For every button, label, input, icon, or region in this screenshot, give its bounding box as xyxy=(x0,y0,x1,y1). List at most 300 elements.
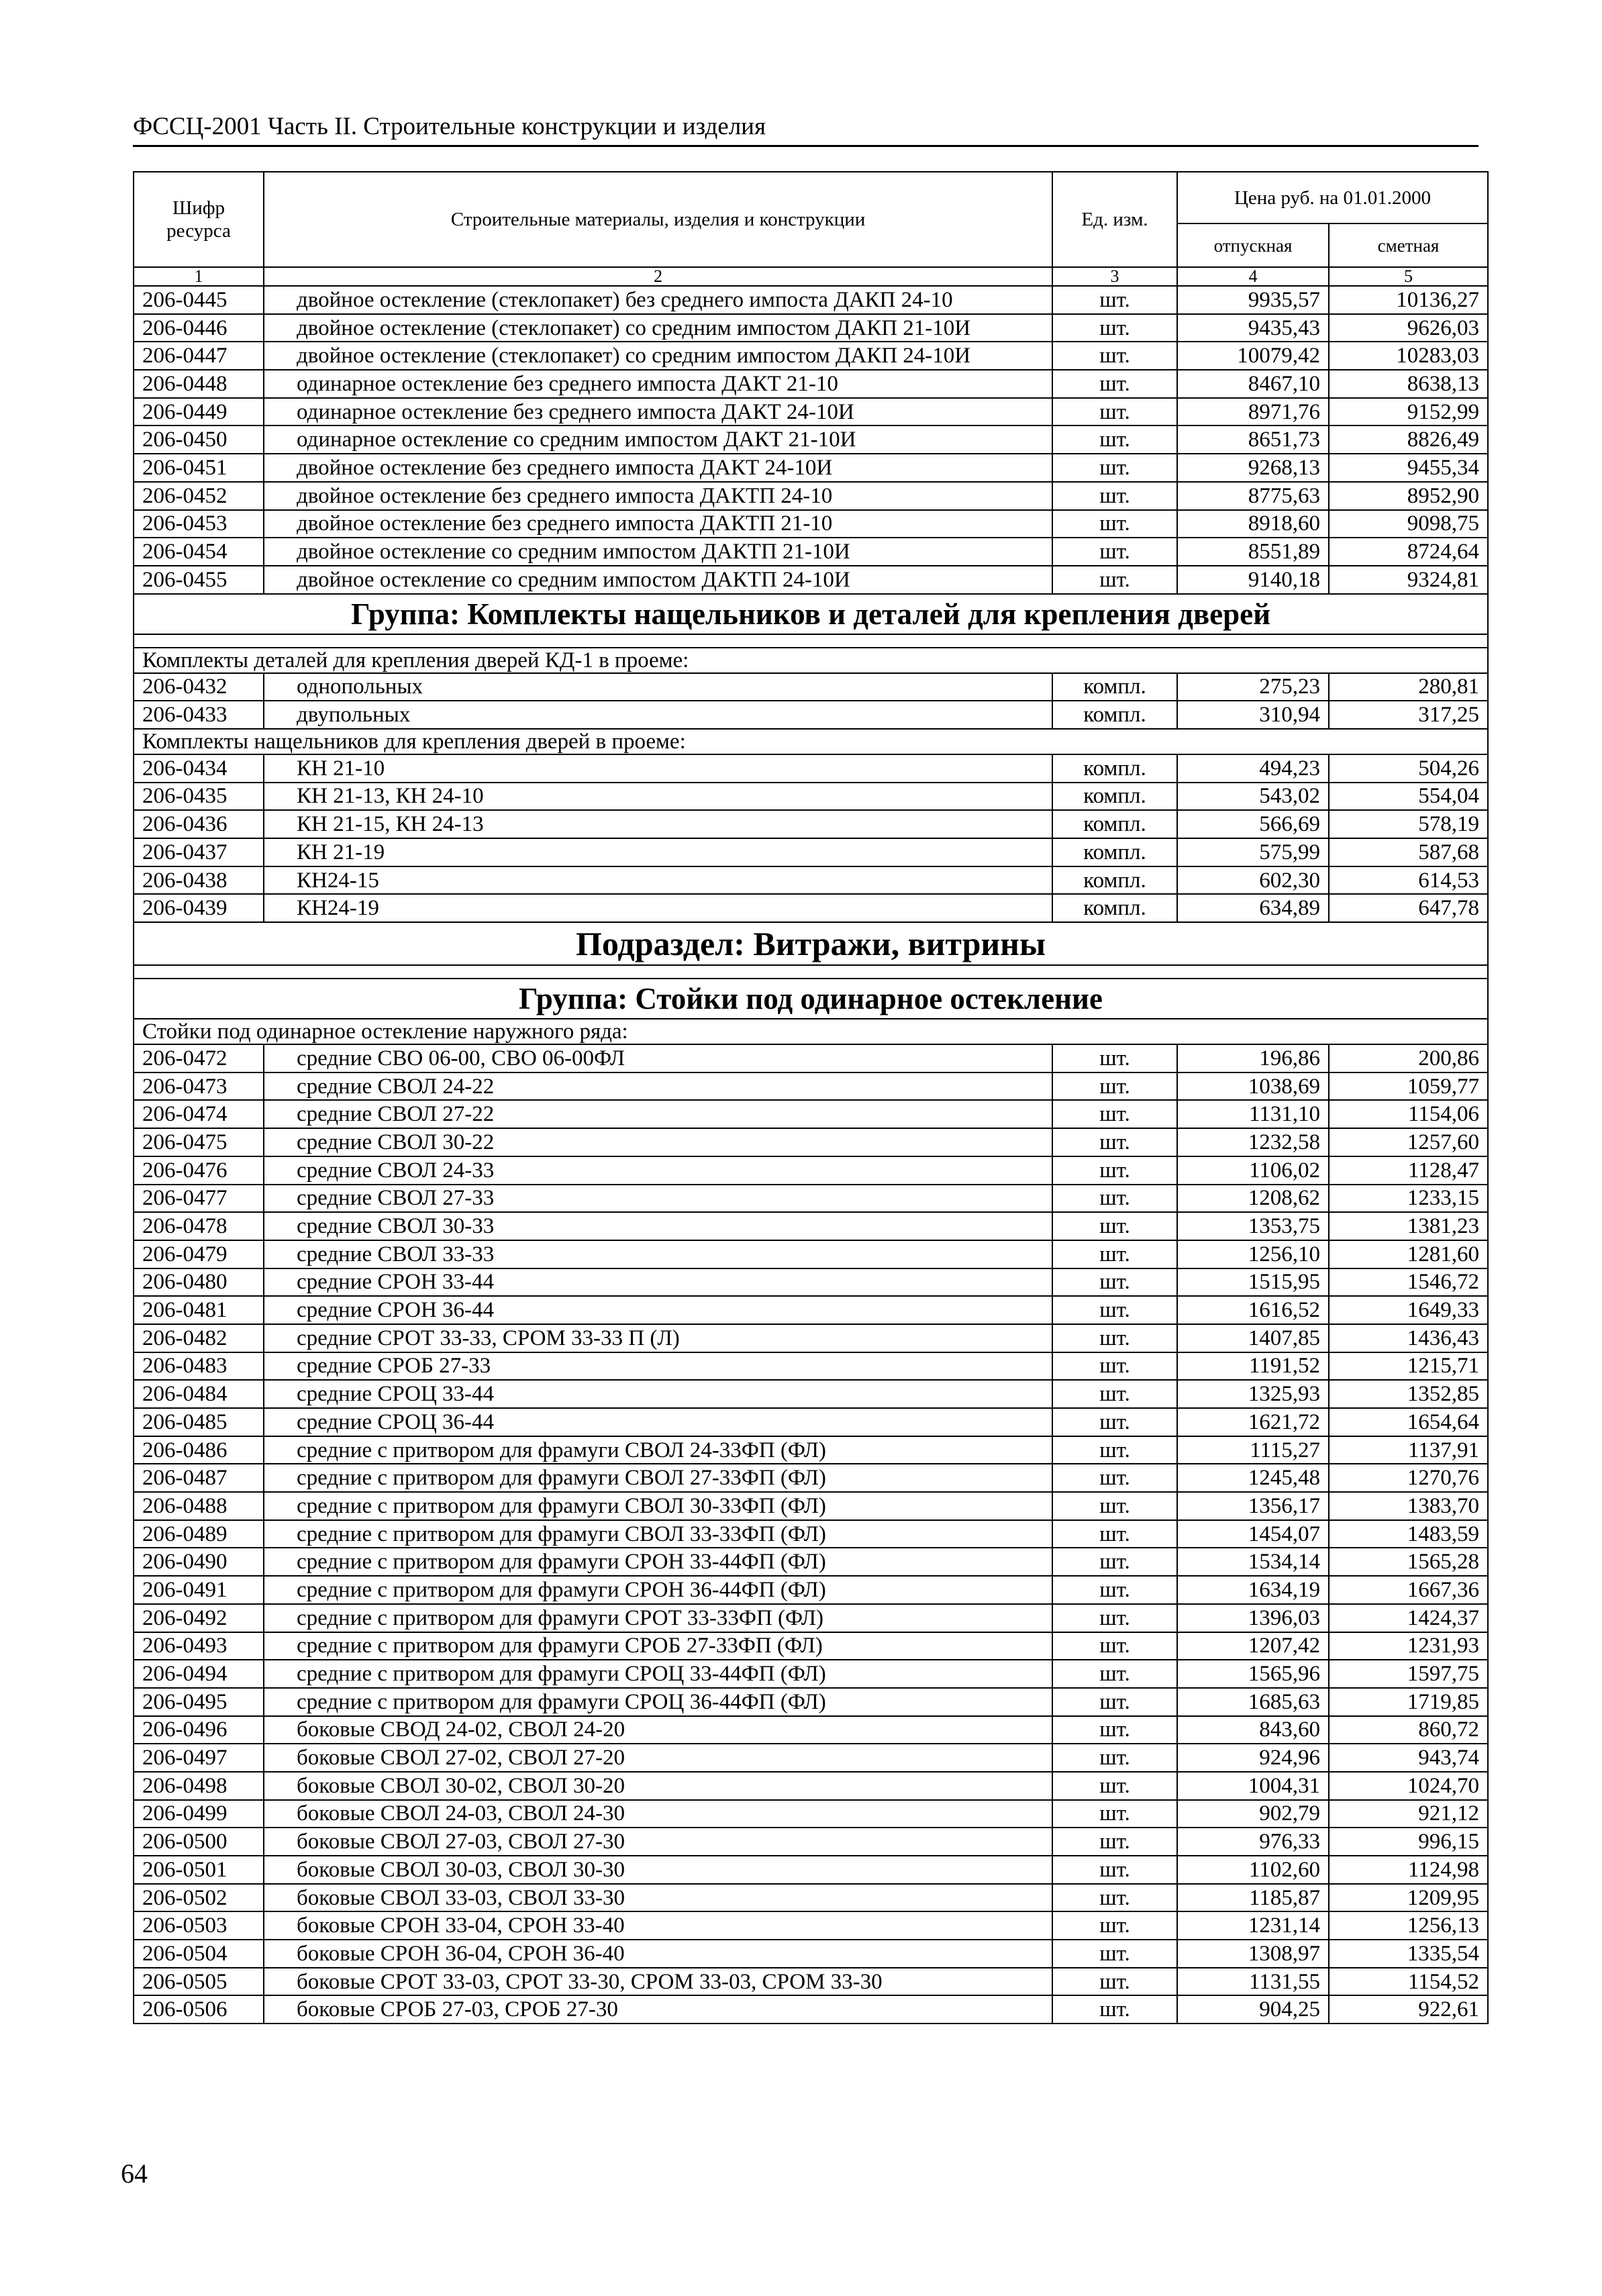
release-price: 1616,52 xyxy=(1177,1296,1329,1324)
release-price: 1325,93 xyxy=(1177,1380,1329,1408)
column-number-row xyxy=(134,267,1488,286)
release-price: 1353,75 xyxy=(1177,1212,1329,1240)
unit: шт. xyxy=(1052,1268,1177,1297)
caption-row xyxy=(134,1019,1488,1044)
unit: шт. xyxy=(1052,1156,1177,1185)
unit: компл. xyxy=(1052,783,1177,811)
release-price: 1102,60 xyxy=(1177,1856,1329,1884)
table-row xyxy=(134,1268,1488,1297)
unit: шт. xyxy=(1052,482,1177,510)
material-name: средние СВОЛ 27-22 xyxy=(264,1100,1052,1128)
group-heading-row xyxy=(134,594,1488,634)
unit: шт. xyxy=(1052,1968,1177,1996)
release-price: 1356,17 xyxy=(1177,1492,1329,1520)
material-name: КН24-19 xyxy=(264,894,1052,922)
subsection-heading-row xyxy=(134,922,1488,965)
unit: шт. xyxy=(1052,1548,1177,1576)
unit: шт. xyxy=(1052,1240,1177,1268)
material-name: двупольных xyxy=(264,701,1052,729)
resource-code: 206-0505 xyxy=(134,1968,264,1996)
release-price: 1231,14 xyxy=(1177,1911,1329,1940)
release-price: 8651,73 xyxy=(1177,426,1329,454)
release-price: 904,25 xyxy=(1177,1995,1329,2024)
unit: шт. xyxy=(1052,1520,1177,1548)
resource-code: 206-0434 xyxy=(134,754,264,783)
resource-code: 206-0448 xyxy=(134,370,264,398)
unit: компл. xyxy=(1052,866,1177,895)
estimate-price: 9626,03 xyxy=(1329,314,1488,342)
estimate-price: 1667,36 xyxy=(1329,1576,1488,1604)
table-row xyxy=(134,1716,1488,1744)
estimate-price: 1281,60 xyxy=(1329,1240,1488,1268)
estimate-price: 1059,77 xyxy=(1329,1072,1488,1101)
release-price: 1106,02 xyxy=(1177,1156,1329,1185)
table-row xyxy=(134,1884,1488,1912)
unit: шт. xyxy=(1052,1380,1177,1408)
resource-code: 206-0502 xyxy=(134,1884,264,1912)
table-row xyxy=(134,1128,1488,1156)
material-name: одинарное остекление без среднего импоста ДАКТ 24-10И xyxy=(264,398,1052,426)
release-price: 1308,97 xyxy=(1177,1940,1329,1968)
estimate-price: 8826,49 xyxy=(1329,426,1488,454)
release-price: 1207,42 xyxy=(1177,1632,1329,1660)
page-number: 64 xyxy=(121,2158,148,2189)
material-name: двойное остекление со средним импостом ДАКТП 24-10И xyxy=(264,566,1052,594)
release-price: 566,69 xyxy=(1177,810,1329,838)
unit: шт. xyxy=(1052,1436,1177,1464)
unit: шт. xyxy=(1052,1744,1177,1772)
material-name: двойное остекление (стеклопакет) со средним импостом ДАКП 21-10И xyxy=(264,314,1052,342)
release-price: 196,86 xyxy=(1177,1044,1329,1072)
table-row xyxy=(134,1408,1488,1436)
resource-code: 206-0481 xyxy=(134,1296,264,1324)
release-price: 1515,95 xyxy=(1177,1268,1329,1297)
estimate-price: 1381,23 xyxy=(1329,1212,1488,1240)
estimate-price: 9324,81 xyxy=(1329,566,1488,594)
unit: шт. xyxy=(1052,426,1177,454)
release-price: 575,99 xyxy=(1177,838,1329,866)
table-row xyxy=(134,1688,1488,1716)
table-row xyxy=(134,1100,1488,1128)
header-release-price: отпускная xyxy=(1177,223,1329,267)
estimate-price: 996,15 xyxy=(1329,1828,1488,1856)
estimate-price: 10136,27 xyxy=(1329,286,1488,314)
unit: компл. xyxy=(1052,894,1177,922)
spacer-cell xyxy=(134,634,1488,648)
release-price: 1004,31 xyxy=(1177,1772,1329,1800)
resource-code: 206-0498 xyxy=(134,1772,264,1800)
material-name: средние СВОЛ 24-22 xyxy=(264,1072,1052,1101)
unit: шт. xyxy=(1052,1072,1177,1101)
estimate-price: 1649,33 xyxy=(1329,1296,1488,1324)
resource-code: 206-0439 xyxy=(134,894,264,922)
estimate-price: 8952,90 xyxy=(1329,482,1488,510)
table-row xyxy=(134,1800,1488,1828)
header-name: Строительные материалы, изделия и конструкции xyxy=(264,172,1052,267)
material-name: боковые СРОТ 33-03, СРОТ 33-30, СРОМ 33-03, СРОМ 33-30 xyxy=(264,1968,1052,1996)
release-price: 8467,10 xyxy=(1177,370,1329,398)
estimate-price: 943,74 xyxy=(1329,1744,1488,1772)
release-price: 1396,03 xyxy=(1177,1604,1329,1632)
estimate-price: 1597,75 xyxy=(1329,1660,1488,1688)
price-table xyxy=(133,171,1489,2024)
spacer-cell xyxy=(134,965,1488,979)
table-row xyxy=(134,1632,1488,1660)
unit: шт. xyxy=(1052,1688,1177,1716)
resource-code: 206-0450 xyxy=(134,426,264,454)
release-price: 1131,10 xyxy=(1177,1100,1329,1128)
unit: шт. xyxy=(1052,510,1177,538)
release-price: 602,30 xyxy=(1177,866,1329,895)
material-name: средние СРОН 36-44 xyxy=(264,1296,1052,1324)
unit: компл. xyxy=(1052,810,1177,838)
unit: шт. xyxy=(1052,1100,1177,1128)
resource-code: 206-0503 xyxy=(134,1911,264,1940)
release-price: 1245,48 xyxy=(1177,1464,1329,1492)
estimate-price: 1565,28 xyxy=(1329,1548,1488,1576)
release-price: 543,02 xyxy=(1177,783,1329,811)
resource-code: 206-0433 xyxy=(134,701,264,729)
release-price: 8971,76 xyxy=(1177,398,1329,426)
estimate-price: 10283,03 xyxy=(1329,342,1488,370)
material-name: средние СВО 06-00, СВО 06-00ФЛ xyxy=(264,1044,1052,1072)
resource-code: 206-0451 xyxy=(134,454,264,482)
estimate-price: 317,25 xyxy=(1329,701,1488,729)
table-row xyxy=(134,754,1488,783)
spacer-row xyxy=(134,634,1488,648)
resource-code: 206-0497 xyxy=(134,1744,264,1772)
table-row xyxy=(134,286,1488,314)
estimate-price: 9152,99 xyxy=(1329,398,1488,426)
caption-text: Комплекты деталей для крепления дверей КД-1 в проеме: xyxy=(134,648,1488,673)
release-price: 8918,60 xyxy=(1177,510,1329,538)
table-row xyxy=(134,1968,1488,1996)
material-name: двойное остекление (стеклопакет) со средним импостом ДАКП 24-10И xyxy=(264,342,1052,370)
estimate-price: 1383,70 xyxy=(1329,1492,1488,1520)
unit: шт. xyxy=(1052,1856,1177,1884)
table-row xyxy=(134,1492,1488,1520)
release-price: 8775,63 xyxy=(1177,482,1329,510)
table-row xyxy=(134,538,1488,566)
unit: шт. xyxy=(1052,1464,1177,1492)
resource-code: 206-0501 xyxy=(134,1856,264,1884)
resource-code: 206-0438 xyxy=(134,866,264,895)
unit: шт. xyxy=(1052,1940,1177,1968)
unit: шт. xyxy=(1052,1632,1177,1660)
resource-code: 206-0496 xyxy=(134,1716,264,1744)
unit: шт. xyxy=(1052,1884,1177,1912)
unit: шт. xyxy=(1052,1296,1177,1324)
unit: шт. xyxy=(1052,1408,1177,1436)
material-name: средние СРОН 33-44 xyxy=(264,1268,1052,1297)
resource-code: 206-0479 xyxy=(134,1240,264,1268)
page-header: ФССЦ-2001 Часть II. Строительные конструкции и изделия xyxy=(133,113,1479,147)
resource-code: 206-0454 xyxy=(134,538,264,566)
table-row xyxy=(134,426,1488,454)
material-name: КН24-15 xyxy=(264,866,1052,895)
unit: шт. xyxy=(1052,1324,1177,1352)
material-name: средние с притвором для фрамуги СРОТ 33-33ФП (ФЛ) xyxy=(264,1604,1052,1632)
material-name: средние СРОБ 27-33 xyxy=(264,1352,1052,1381)
resource-code: 206-0453 xyxy=(134,510,264,538)
caption-row xyxy=(134,648,1488,673)
resource-code: 206-0483 xyxy=(134,1352,264,1381)
resource-code: 206-0437 xyxy=(134,838,264,866)
table-row xyxy=(134,1185,1488,1213)
unit: шт. xyxy=(1052,342,1177,370)
estimate-price: 922,61 xyxy=(1329,1995,1488,2024)
estimate-price: 280,81 xyxy=(1329,673,1488,701)
estimate-price: 1024,70 xyxy=(1329,1772,1488,1800)
unit: шт. xyxy=(1052,1660,1177,1688)
estimate-price: 1335,54 xyxy=(1329,1940,1488,1968)
unit: шт. xyxy=(1052,1911,1177,1940)
table-row xyxy=(134,1156,1488,1185)
estimate-price: 1215,71 xyxy=(1329,1352,1488,1381)
unit: шт. xyxy=(1052,1576,1177,1604)
column-number: 4 xyxy=(1177,267,1329,286)
release-price: 9140,18 xyxy=(1177,566,1329,594)
table-row xyxy=(134,1604,1488,1632)
unit: шт. xyxy=(1052,286,1177,314)
estimate-price: 1654,64 xyxy=(1329,1408,1488,1436)
table-row xyxy=(134,1520,1488,1548)
release-price: 9268,13 xyxy=(1177,454,1329,482)
release-price: 924,96 xyxy=(1177,1744,1329,1772)
resource-code: 206-0493 xyxy=(134,1632,264,1660)
estimate-price: 8638,13 xyxy=(1329,370,1488,398)
table-row xyxy=(134,783,1488,811)
material-name: средние СВОЛ 30-22 xyxy=(264,1128,1052,1156)
caption-row xyxy=(134,729,1488,754)
estimate-price: 1233,15 xyxy=(1329,1185,1488,1213)
estimate-price: 587,68 xyxy=(1329,838,1488,866)
release-price: 1191,52 xyxy=(1177,1352,1329,1381)
table-row xyxy=(134,1044,1488,1072)
estimate-price: 554,04 xyxy=(1329,783,1488,811)
estimate-price: 1257,60 xyxy=(1329,1128,1488,1156)
estimate-price: 200,86 xyxy=(1329,1044,1488,1072)
estimate-price: 9455,34 xyxy=(1329,454,1488,482)
estimate-price: 1137,91 xyxy=(1329,1436,1488,1464)
material-name: двойное остекление без среднего импоста ДАКТП 21-10 xyxy=(264,510,1052,538)
unit: шт. xyxy=(1052,1800,1177,1828)
material-name: боковые СРОН 36-04, СРОН 36-40 xyxy=(264,1940,1052,1968)
header-code: Шифр ресурса xyxy=(134,172,264,267)
resource-code: 206-0482 xyxy=(134,1324,264,1352)
estimate-price: 1154,52 xyxy=(1329,1968,1488,1996)
unit: шт. xyxy=(1052,1352,1177,1381)
material-name: одинарное остекление без среднего импоста ДАКТ 21-10 xyxy=(264,370,1052,398)
material-name: средние СРОЦ 36-44 xyxy=(264,1408,1052,1436)
material-name: средние СРОЦ 33-44 xyxy=(264,1380,1052,1408)
release-price: 494,23 xyxy=(1177,754,1329,783)
table-row xyxy=(134,701,1488,729)
material-name: двойное остекление (стеклопакет) без среднего импоста ДАКП 24-10 xyxy=(264,286,1052,314)
material-name: боковые СВОЛ 33-03, СВОЛ 33-30 xyxy=(264,1884,1052,1912)
release-price: 634,89 xyxy=(1177,894,1329,922)
table-body xyxy=(134,286,1488,2024)
release-price: 1534,14 xyxy=(1177,1548,1329,1576)
material-name: боковые СВОЛ 30-03, СВОЛ 30-30 xyxy=(264,1856,1052,1884)
release-price: 976,33 xyxy=(1177,1828,1329,1856)
resource-code: 206-0492 xyxy=(134,1604,264,1632)
material-name: двойное остекление со средним импостом ДАКТП 21-10И xyxy=(264,538,1052,566)
material-name: боковые СРОН 33-04, СРОН 33-40 xyxy=(264,1911,1052,1940)
unit: шт. xyxy=(1052,1492,1177,1520)
table-row xyxy=(134,1828,1488,1856)
resource-code: 206-0487 xyxy=(134,1464,264,1492)
material-name: КН 21-10 xyxy=(264,754,1052,783)
material-name: двойное остекление без среднего импоста ДАКТП 24-10 xyxy=(264,482,1052,510)
resource-code: 206-0504 xyxy=(134,1940,264,1968)
release-price: 1131,55 xyxy=(1177,1968,1329,1996)
material-name: боковые СВОЛ 27-02, СВОЛ 27-20 xyxy=(264,1744,1052,1772)
resource-code: 206-0500 xyxy=(134,1828,264,1856)
unit: шт. xyxy=(1052,314,1177,342)
release-price: 275,23 xyxy=(1177,673,1329,701)
table-row xyxy=(134,1352,1488,1381)
resource-code: 206-0452 xyxy=(134,482,264,510)
unit: компл. xyxy=(1052,673,1177,701)
estimate-price: 1256,13 xyxy=(1329,1911,1488,1940)
material-name: средние с притвором для фрамуги СВОЛ 30-33ФП (ФЛ) xyxy=(264,1492,1052,1520)
unit: шт. xyxy=(1052,1828,1177,1856)
unit: шт. xyxy=(1052,370,1177,398)
column-number: 3 xyxy=(1052,267,1177,286)
material-name: боковые СВОЛ 24-03, СВОЛ 24-30 xyxy=(264,1800,1052,1828)
material-name: боковые СВОД 24-02, СВОЛ 24-20 xyxy=(264,1716,1052,1744)
resource-code: 206-0494 xyxy=(134,1660,264,1688)
table-row xyxy=(134,1212,1488,1240)
material-name: КН 21-19 xyxy=(264,838,1052,866)
material-name: боковые СВОЛ 27-03, СВОЛ 27-30 xyxy=(264,1828,1052,1856)
release-price: 1454,07 xyxy=(1177,1520,1329,1548)
table-row xyxy=(134,1772,1488,1800)
release-price: 8551,89 xyxy=(1177,538,1329,566)
group-heading-row xyxy=(134,979,1488,1019)
material-name: одинарное остекление со средним импостом ДАКТ 21-10И xyxy=(264,426,1052,454)
table-row xyxy=(134,314,1488,342)
unit: компл. xyxy=(1052,754,1177,783)
resource-code: 206-0435 xyxy=(134,783,264,811)
caption-text: Комплекты нащельников для крепления дверей в проеме: xyxy=(134,729,1488,754)
material-name: средние СВОЛ 30-33 xyxy=(264,1212,1052,1240)
estimate-price: 504,26 xyxy=(1329,754,1488,783)
estimate-price: 1436,43 xyxy=(1329,1324,1488,1352)
table-row xyxy=(134,866,1488,895)
group-heading: Группа: Стойки под одинарное остекление xyxy=(134,979,1488,1019)
material-name: боковые СРОБ 27-03, СРОБ 27-30 xyxy=(264,1995,1052,2024)
material-name: двойное остекление без среднего импоста ДАКТ 24-10И xyxy=(264,454,1052,482)
resource-code: 206-0489 xyxy=(134,1520,264,1548)
estimate-price: 1352,85 xyxy=(1329,1380,1488,1408)
table-row xyxy=(134,566,1488,594)
unit: шт. xyxy=(1052,398,1177,426)
estimate-price: 1128,47 xyxy=(1329,1156,1488,1185)
header-price: Цена руб. на 01.01.2000 xyxy=(1177,172,1488,223)
table-row xyxy=(134,1548,1488,1576)
estimate-price: 647,78 xyxy=(1329,894,1488,922)
resource-code: 206-0436 xyxy=(134,810,264,838)
table-row xyxy=(134,1940,1488,1968)
column-number: 2 xyxy=(264,267,1052,286)
material-name: средние с притвором для фрамуги СРОН 36-44ФП (ФЛ) xyxy=(264,1576,1052,1604)
resource-code: 206-0447 xyxy=(134,342,264,370)
estimate-price: 1231,93 xyxy=(1329,1632,1488,1660)
unit: шт. xyxy=(1052,1128,1177,1156)
table-row xyxy=(134,1296,1488,1324)
resource-code: 206-0455 xyxy=(134,566,264,594)
estimate-price: 1124,98 xyxy=(1329,1856,1488,1884)
estimate-price: 1546,72 xyxy=(1329,1268,1488,1297)
release-price: 1565,96 xyxy=(1177,1660,1329,1688)
material-name: КН 21-13, КН 24-10 xyxy=(264,783,1052,811)
release-price: 1185,87 xyxy=(1177,1884,1329,1912)
header-unit: Ед. изм. xyxy=(1052,172,1177,267)
table-row xyxy=(134,1660,1488,1688)
estimate-price: 1209,95 xyxy=(1329,1884,1488,1912)
spacer-row xyxy=(134,965,1488,979)
resource-code: 206-0449 xyxy=(134,398,264,426)
resource-code: 206-0475 xyxy=(134,1128,264,1156)
material-name: средние СВОЛ 33-33 xyxy=(264,1240,1052,1268)
table-row xyxy=(134,1856,1488,1884)
table-row xyxy=(134,454,1488,482)
estimate-price: 1154,06 xyxy=(1329,1100,1488,1128)
resource-code: 206-0477 xyxy=(134,1185,264,1213)
material-name: средние с притвором для фрамуги СВОЛ 24-33ФП (ФЛ) xyxy=(264,1436,1052,1464)
table-row xyxy=(134,1995,1488,2024)
resource-code: 206-0445 xyxy=(134,286,264,314)
table-row xyxy=(134,1324,1488,1352)
table-header-row xyxy=(134,172,1488,223)
unit: шт. xyxy=(1052,1185,1177,1213)
release-price: 9935,57 xyxy=(1177,286,1329,314)
resource-code: 206-0480 xyxy=(134,1268,264,1297)
release-price: 10079,42 xyxy=(1177,342,1329,370)
estimate-price: 578,19 xyxy=(1329,810,1488,838)
table-row xyxy=(134,510,1488,538)
material-name: средние СВОЛ 27-33 xyxy=(264,1185,1052,1213)
caption-text: Стойки под одинарное остекление наружного ряда: xyxy=(134,1019,1488,1044)
release-price: 9435,43 xyxy=(1177,314,1329,342)
table-row xyxy=(134,1576,1488,1604)
table-row xyxy=(134,342,1488,370)
release-price: 902,79 xyxy=(1177,1800,1329,1828)
material-name: средние с притвором для фрамуги СВОЛ 33-33ФП (ФЛ) xyxy=(264,1520,1052,1548)
release-price: 1256,10 xyxy=(1177,1240,1329,1268)
table-row xyxy=(134,1911,1488,1940)
release-price: 1634,19 xyxy=(1177,1576,1329,1604)
estimate-price: 1483,59 xyxy=(1329,1520,1488,1548)
resource-code: 206-0484 xyxy=(134,1380,264,1408)
release-price: 1038,69 xyxy=(1177,1072,1329,1101)
resource-code: 206-0499 xyxy=(134,1800,264,1828)
table-row xyxy=(134,1072,1488,1101)
release-price: 1232,58 xyxy=(1177,1128,1329,1156)
unit: шт. xyxy=(1052,454,1177,482)
unit: шт. xyxy=(1052,1212,1177,1240)
unit: шт. xyxy=(1052,1044,1177,1072)
resource-code: 206-0446 xyxy=(134,314,264,342)
table-row xyxy=(134,810,1488,838)
column-number: 1 xyxy=(134,267,264,286)
table-row xyxy=(134,1240,1488,1268)
material-name: средние СВОЛ 24-33 xyxy=(264,1156,1052,1185)
table-row xyxy=(134,398,1488,426)
estimate-price: 1270,76 xyxy=(1329,1464,1488,1492)
